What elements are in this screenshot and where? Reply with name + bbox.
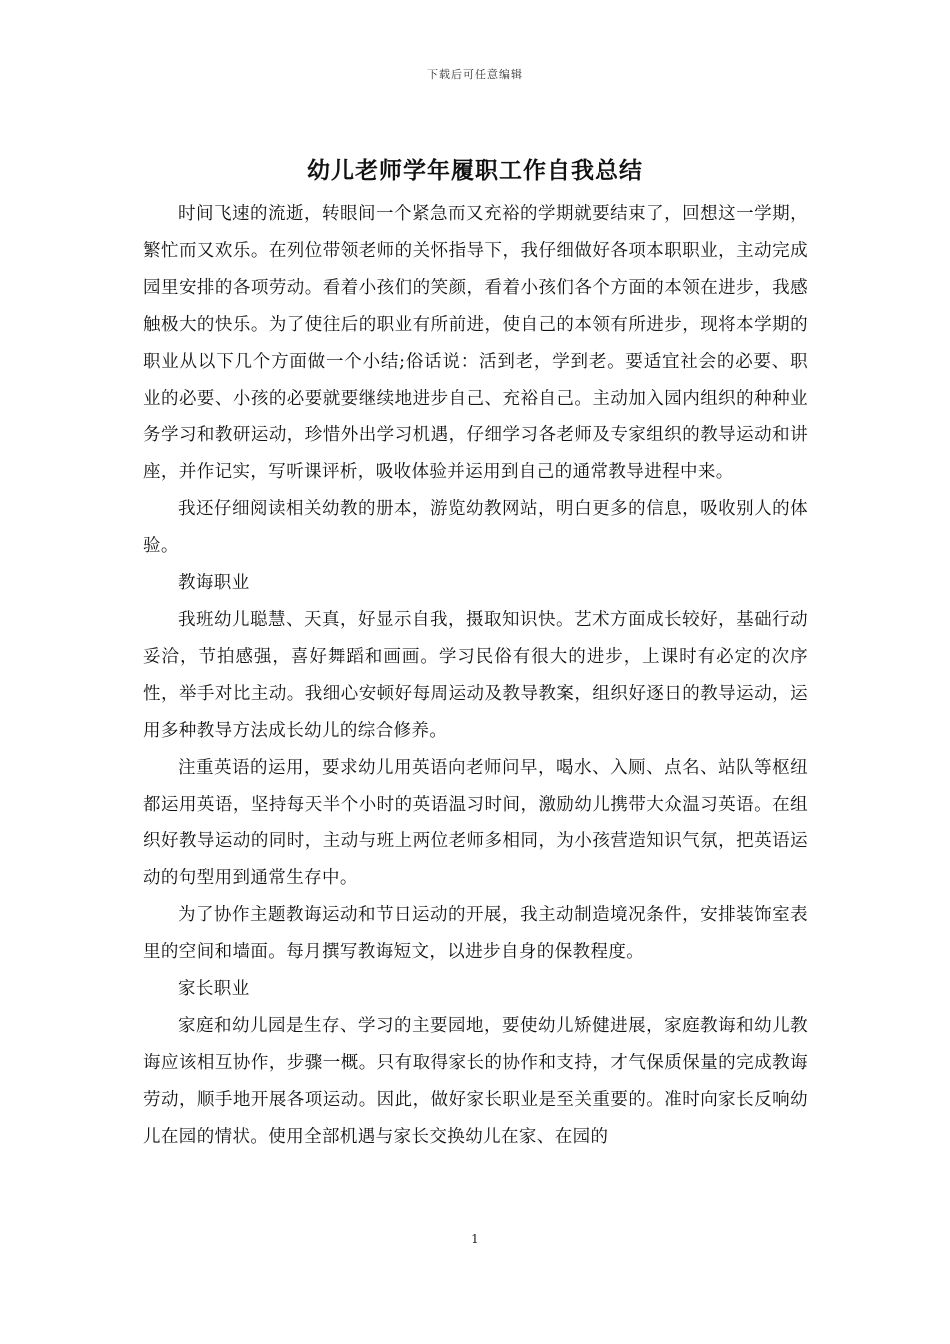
section-heading-parents: 家长职业 xyxy=(178,979,250,1000)
paragraph-intro: 时间飞速的流逝，转眼间一个紧急而又充裕的学期就要结束了，回想这一学期，繁忙而又欢乐。在列位带领老师的关怀指导下，我仔细做好各项本职职业，主动完成园里安排的各项劳动。看着小孩们的笑颜，看着小孩们各个方面的本领在进步，我感触极大的快乐。为了使往后的职业有所前进，使自己的本领有所进步，现将本学期的职业从以下几个方面做一个小结;俗话说：活到老，学到老。要适宜社会的必要、职业的必要、小孩的必要就要继续地进步自己、充裕自己。主动加入园内组织的种种业务学习和教研运动，珍惜外出学习机遇，仔细学习各老师及专家组织的教导运动和讲座，并作记实，写听课评析，吸收体验并运用到自己的通常教导进程中来。 xyxy=(143,204,808,483)
paragraph-class-overview: 我班幼儿聪慧、天真，好显示自我，摄取知识快。艺术方面成长较好，基础行动妥洽，节拍感强，喜好舞蹈和画画。学习民俗有很大的进步，上课时有必定的次序性，举手对比主动。我细心安顿好每周运动及教导教案，组织好逐日的教导运动，运用多种教导方法成长幼儿的综合修养。 xyxy=(143,609,808,741)
page-number: 1 xyxy=(471,1232,479,1246)
header-note: 下载后可任意编辑 xyxy=(427,68,523,81)
paragraph-reading: 我还仔细阅读相关幼教的册本，游览幼教网站，明白更多的信息，吸收别人的体验。 xyxy=(143,499,808,557)
paragraph-english: 注重英语的运用，要求幼儿用英语向老师问早，喝水、入厕、点名、站队等枢纽都运用英语，坚持每天半个小时的英语温习时间，激励幼儿携带大众温习英语。在组织好教导运动的同时，主动与班上两位老师多相同，为小孩营造知识气氛，把英语运动的句型用到通常生存中。 xyxy=(143,757,808,889)
section-heading-teaching: 教诲职业 xyxy=(178,573,250,594)
paragraph-parents: 家庭和幼儿园是生存、学习的主要园地，要使幼儿矫健进展，家庭教诲和幼儿教诲应该相互协作，步骤一概。只有取得家长的协作和支持，才气保质保量的完成教诲劳动，顺手地开展各项运动。因此，做好家长职业是至关重要的。准时向家长反响幼儿在园的情状。使用全部机遇与家长交换幼儿在家、在园的 xyxy=(143,1015,808,1147)
document-body xyxy=(143,196,808,1156)
paragraph-environment: 为了协作主题教诲运动和节日运动的开展，我主动制造境况条件，安排装饰室表里的空间和墙面。每月撰写教诲短文，以进步自身的保教程度。 xyxy=(143,905,808,963)
document-title: 幼儿老师学年履职工作自我总结 xyxy=(307,157,643,184)
